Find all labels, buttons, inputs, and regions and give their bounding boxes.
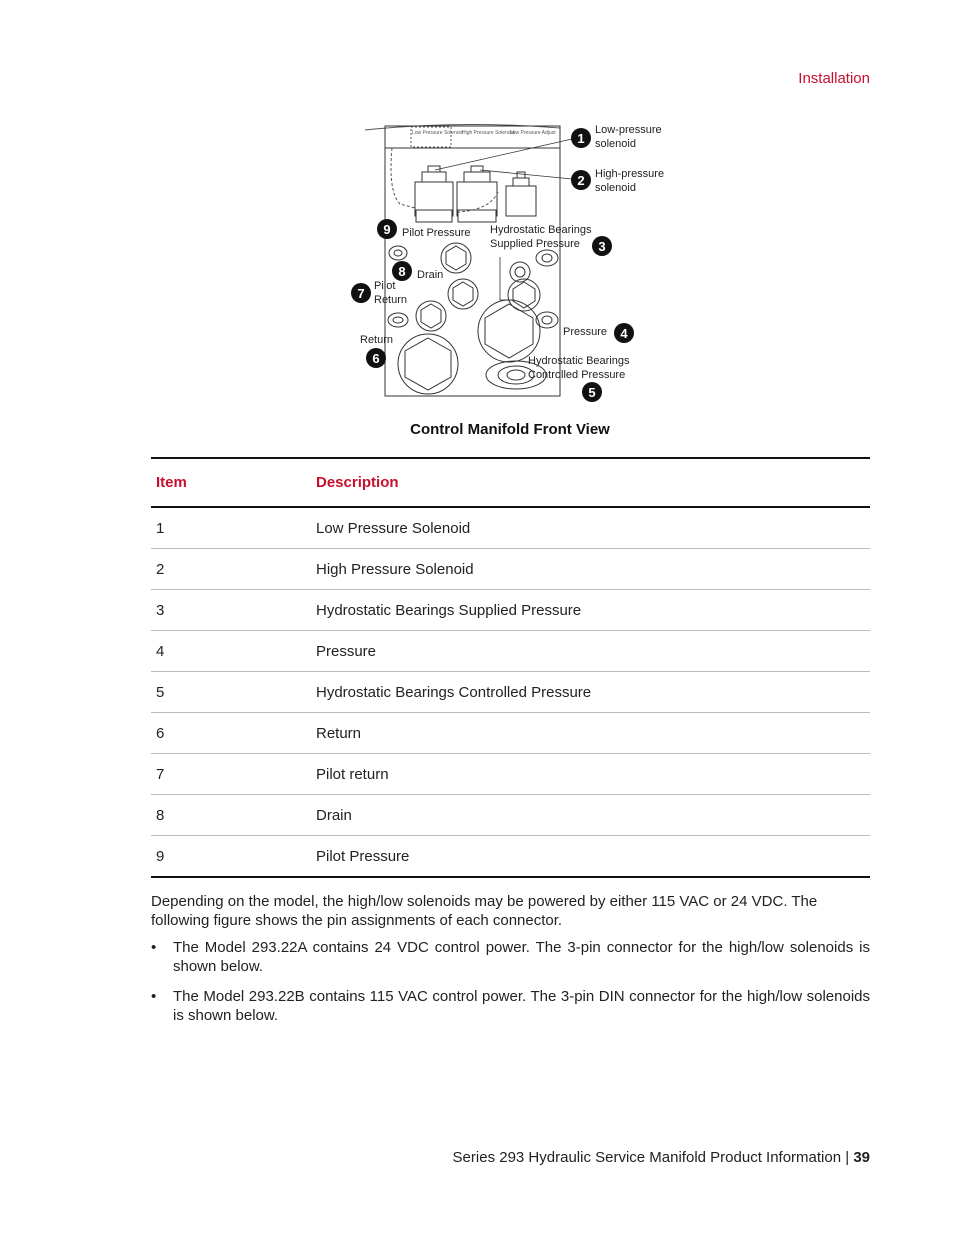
bullet-marker: • xyxy=(151,939,157,956)
svg-text:9: 9 xyxy=(383,222,391,237)
callout-6 xyxy=(366,348,386,368)
callout-3-label-line1: Hydrostatic Bearings xyxy=(490,224,592,236)
svg-text:2: 2 xyxy=(577,173,585,188)
bullet-marker: • xyxy=(151,988,157,1005)
svg-text:6: 6 xyxy=(372,351,380,366)
item-cell: 1 xyxy=(151,507,311,549)
svg-text:4: 4 xyxy=(620,326,628,341)
pointer-1 xyxy=(435,139,572,170)
svg-text:7: 7 xyxy=(357,286,365,301)
footer-separator: | xyxy=(845,1149,850,1166)
callout-3-label-line2: Supplied Pressure xyxy=(490,238,580,250)
header-section-title: Installation xyxy=(798,70,870,87)
table-row xyxy=(151,713,870,754)
control-manifold-figure xyxy=(340,112,700,412)
callout-6-label: Return xyxy=(360,334,394,346)
svg-text:3: 3 xyxy=(598,239,606,254)
column-header-description: Description xyxy=(311,458,870,507)
callout-5-label-line1: Hydrostatic Bearings xyxy=(528,355,630,367)
table-row xyxy=(151,672,870,713)
description-cell: Low Pressure Solenoid xyxy=(311,507,870,549)
svg-text:5: 5 xyxy=(588,385,596,400)
column-header-item: Item xyxy=(151,458,311,507)
bullet-text: The Model 293.22A contains 24 VDC control power. The 3-pin connector for the high/low solenoids is shown below. xyxy=(173,939,870,975)
bullet-item-2 xyxy=(151,987,870,1025)
description-cell: Hydrostatic Bearings Controlled Pressure xyxy=(311,672,870,713)
callout-1 xyxy=(571,128,591,148)
svg-text:8: 8 xyxy=(398,264,406,279)
item-cell: 2 xyxy=(151,549,311,590)
solenoid-blocks xyxy=(415,166,536,222)
table-row xyxy=(151,836,870,878)
callout-4 xyxy=(614,323,634,343)
callout-3 xyxy=(592,236,612,256)
table-row xyxy=(151,549,870,590)
table-row xyxy=(151,507,870,549)
description-cell: Hydrostatic Bearings Supplied Pressure xyxy=(311,590,870,631)
item-cell: 8 xyxy=(151,795,311,836)
table-header-row xyxy=(151,458,870,507)
bullet-item-1 xyxy=(151,938,870,976)
figure-caption: Control Manifold Front View xyxy=(410,421,610,438)
callout-8 xyxy=(392,261,412,281)
callout-5 xyxy=(582,382,602,402)
table-row xyxy=(151,795,870,836)
top-label-3: Low Pressure Adjust xyxy=(510,130,556,136)
callout-2 xyxy=(571,170,591,190)
bullet-text: The Model 293.22B contains 115 VAC control power. The 3-pin DIN connector for the high/low solenoids is shown below. xyxy=(173,988,870,1024)
table-row xyxy=(151,631,870,672)
item-cell: 5 xyxy=(151,672,311,713)
callout-7-label-line1: Pilot xyxy=(374,280,396,292)
description-cell: Pilot return xyxy=(311,754,870,795)
callout-2-label-line2: solenoid xyxy=(595,182,636,194)
description-cell: Return xyxy=(311,713,870,754)
item-cell: 6 xyxy=(151,713,311,754)
item-cell: 9 xyxy=(151,836,311,878)
footer-title: Series 293 Hydraulic Service Manifold Product Information xyxy=(452,1149,842,1166)
top-label-1: Low Pressure Solenoid xyxy=(412,130,464,136)
table-row xyxy=(151,590,870,631)
callout-4-label: Pressure xyxy=(563,326,608,338)
item-cell: 4 xyxy=(151,631,311,672)
callout-9 xyxy=(377,219,397,239)
item-description-table xyxy=(151,457,870,878)
callout-5-label-line2: Controlled Pressure xyxy=(528,369,626,381)
callout-1-label-line1: Low-pressure xyxy=(595,124,662,136)
callout-7-label-line2: Return xyxy=(374,294,408,306)
intro-paragraph: Depending on the model, the high/low solenoids may be powered by either 115 VAC or 24 VDC. The following figure shows the pin assignments of each connector. xyxy=(151,893,818,929)
page-footer xyxy=(453,1149,870,1166)
callout-1-label-line2: solenoid xyxy=(595,138,636,150)
table-row xyxy=(151,754,870,795)
top-label-2: High Pressure Solenoid xyxy=(462,130,515,136)
description-cell: High Pressure Solenoid xyxy=(311,549,870,590)
svg-text:1: 1 xyxy=(577,131,585,146)
callout-9-label: Pilot Pressure xyxy=(402,227,471,239)
page-number: 39 xyxy=(853,1149,870,1166)
description-cell: Pressure xyxy=(311,631,870,672)
description-cell: Drain xyxy=(311,795,870,836)
solenoid-wire xyxy=(391,148,415,208)
callout-2-label-line1: High-pressure xyxy=(595,168,665,180)
callout-8-label: Drain xyxy=(417,269,444,281)
callout-7 xyxy=(351,283,371,303)
item-cell: 3 xyxy=(151,590,311,631)
item-cell: 7 xyxy=(151,754,311,795)
description-cell: Pilot Pressure xyxy=(311,836,870,878)
